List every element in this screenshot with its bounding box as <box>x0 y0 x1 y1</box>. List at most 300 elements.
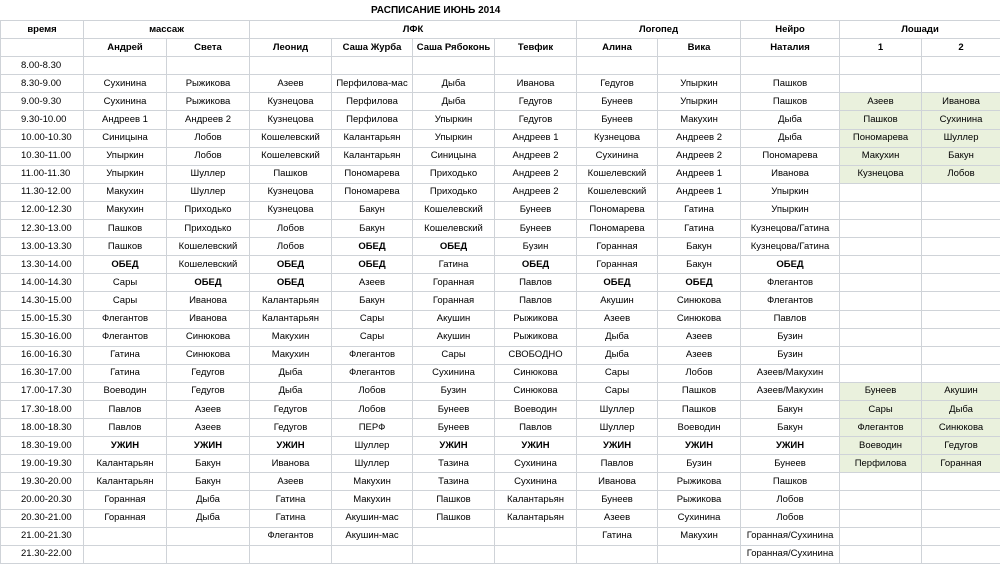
schedule-cell[interactable]: Сухинина <box>495 455 577 473</box>
schedule-cell[interactable]: Бакун <box>167 473 250 491</box>
schedule-cell[interactable]: Горанная/Сухинина <box>741 527 840 545</box>
schedule-cell[interactable]: Бунеев <box>495 220 577 238</box>
horse-cell[interactable] <box>840 57 922 75</box>
schedule-cell[interactable]: Павлов <box>741 310 840 328</box>
schedule-cell[interactable]: Гедугов <box>250 400 332 418</box>
schedule-cell[interactable]: Пашков <box>741 75 840 93</box>
schedule-cell[interactable]: Сухинина <box>413 364 495 382</box>
schedule-cell[interactable]: Бунеев <box>413 400 495 418</box>
schedule-cell[interactable]: Лобов <box>250 220 332 238</box>
horse-cell[interactable] <box>922 292 1000 310</box>
schedule-cell[interactable]: Сары <box>577 382 658 400</box>
horse-cell[interactable] <box>840 328 922 346</box>
schedule-cell[interactable]: Дыба <box>413 75 495 93</box>
schedule-cell[interactable] <box>84 57 167 75</box>
schedule-cell[interactable]: Пономарева <box>332 165 413 183</box>
schedule-cell[interactable]: Кузнецова <box>250 111 332 129</box>
schedule-cell[interactable]: Сары <box>332 328 413 346</box>
schedule-cell[interactable]: УЖИН <box>413 437 495 455</box>
schedule-cell[interactable]: Бунеев <box>495 201 577 219</box>
horse-cell[interactable]: Шуллер <box>922 129 1000 147</box>
schedule-cell[interactable]: Кузнецова <box>250 93 332 111</box>
schedule-cell[interactable] <box>84 527 167 545</box>
schedule-cell[interactable]: Акушин <box>413 328 495 346</box>
schedule-cell[interactable]: Горанная <box>413 274 495 292</box>
time-cell[interactable]: 20.30-21.00 <box>1 509 84 527</box>
schedule-cell[interactable]: Павлов <box>84 419 167 437</box>
horse-cell[interactable] <box>922 310 1000 328</box>
schedule-cell[interactable]: ПЕРФ <box>332 419 413 437</box>
schedule-cell[interactable]: Кузнецова/Гатина <box>741 220 840 238</box>
time-cell[interactable]: 9.00-9.30 <box>1 93 84 111</box>
schedule-cell[interactable]: Андреев 2 <box>658 129 741 147</box>
schedule-cell[interactable]: Павлов <box>577 455 658 473</box>
schedule-cell[interactable]: Бакун <box>167 455 250 473</box>
schedule-cell[interactable]: Гатина <box>658 220 741 238</box>
time-cell[interactable]: 8.30-9.00 <box>1 75 84 93</box>
horse-cell[interactable] <box>840 274 922 292</box>
schedule-cell[interactable]: Рыжикова <box>495 328 577 346</box>
horse-cell[interactable] <box>922 328 1000 346</box>
schedule-cell[interactable]: ОБЕД <box>413 238 495 256</box>
time-cell[interactable]: 14.00-14.30 <box>1 274 84 292</box>
schedule-cell[interactable]: Горанная <box>577 256 658 274</box>
schedule-cell[interactable]: Шуллер <box>332 455 413 473</box>
schedule-cell[interactable]: Флегантов <box>741 292 840 310</box>
schedule-cell[interactable]: Гедугов <box>250 419 332 437</box>
staff-header[interactable]: Леонид <box>250 39 332 57</box>
horse-cell[interactable]: Иванова <box>922 93 1000 111</box>
time-cell[interactable]: 9.30-10.00 <box>1 111 84 129</box>
schedule-cell[interactable] <box>167 545 250 563</box>
schedule-cell[interactable]: Бакун <box>332 201 413 219</box>
schedule-cell[interactable] <box>495 545 577 563</box>
schedule-cell[interactable]: Синюкова <box>658 310 741 328</box>
horse-cell[interactable] <box>840 292 922 310</box>
schedule-cell[interactable]: Калантарьян <box>495 509 577 527</box>
schedule-cell[interactable]: Бакун <box>332 220 413 238</box>
schedule-cell[interactable]: Калантарьян <box>84 455 167 473</box>
schedule-cell[interactable]: Сухинина <box>84 93 167 111</box>
schedule-cell[interactable]: ОБЕД <box>658 274 741 292</box>
schedule-cell[interactable]: Андреев 2 <box>495 183 577 201</box>
schedule-cell[interactable]: Бакун <box>332 292 413 310</box>
schedule-cell[interactable]: Иванова <box>495 75 577 93</box>
schedule-cell[interactable]: Гедугов <box>495 93 577 111</box>
schedule-cell[interactable]: Флегантов <box>250 527 332 545</box>
horse-cell[interactable] <box>840 75 922 93</box>
schedule-cell[interactable]: Кошелевский <box>167 238 250 256</box>
horse-cell[interactable] <box>840 238 922 256</box>
schedule-cell[interactable]: Гатина <box>577 527 658 545</box>
horse-cell[interactable] <box>840 220 922 238</box>
schedule-cell[interactable]: Горанная/Сухинина <box>741 545 840 563</box>
schedule-cell[interactable]: Гатина <box>658 201 741 219</box>
schedule-cell[interactable]: Азеев <box>250 473 332 491</box>
horse-cell[interactable] <box>840 183 922 201</box>
schedule-cell[interactable]: Сары <box>84 274 167 292</box>
horse-cell[interactable] <box>922 364 1000 382</box>
schedule-cell[interactable]: Кошелевский <box>413 201 495 219</box>
schedule-cell[interactable] <box>250 57 332 75</box>
time-cell[interactable]: 15.30-16.00 <box>1 328 84 346</box>
staff-header-empty[interactable] <box>1 39 84 57</box>
horse-cell[interactable]: Дыба <box>922 400 1000 418</box>
horse-cell[interactable] <box>840 310 922 328</box>
schedule-cell[interactable]: УЖИН <box>84 437 167 455</box>
horse-cell[interactable]: Лобов <box>922 165 1000 183</box>
schedule-cell[interactable]: ОБЕД <box>577 274 658 292</box>
schedule-cell[interactable]: Упыркин <box>84 147 167 165</box>
time-cell[interactable]: 11.30-12.00 <box>1 183 84 201</box>
schedule-cell[interactable]: Приходько <box>413 183 495 201</box>
schedule-cell[interactable]: Андреев 1 <box>658 165 741 183</box>
staff-header[interactable]: 1 <box>840 39 922 57</box>
horse-cell[interactable] <box>840 545 922 563</box>
schedule-cell[interactable]: Пономарева <box>577 201 658 219</box>
schedule-cell[interactable]: Воеводин <box>84 382 167 400</box>
staff-header[interactable]: 2 <box>922 39 1000 57</box>
horse-cell[interactable]: Пашков <box>840 111 922 129</box>
schedule-cell[interactable]: Бунеев <box>577 491 658 509</box>
schedule-cell[interactable]: Тазина <box>413 455 495 473</box>
schedule-cell[interactable]: Пашков <box>741 93 840 111</box>
schedule-cell[interactable]: Пашков <box>658 382 741 400</box>
staff-header[interactable]: Света <box>167 39 250 57</box>
schedule-cell[interactable]: Лобов <box>658 364 741 382</box>
schedule-cell[interactable]: Андреев 1 <box>495 129 577 147</box>
schedule-cell[interactable]: Синюкова <box>495 382 577 400</box>
schedule-cell[interactable]: Кошелевский <box>250 129 332 147</box>
schedule-cell[interactable]: Бакун <box>658 238 741 256</box>
schedule-cell[interactable]: Бузин <box>495 238 577 256</box>
schedule-cell[interactable] <box>250 545 332 563</box>
schedule-cell[interactable]: Пашков <box>741 473 840 491</box>
schedule-cell[interactable]: Сухинина <box>577 147 658 165</box>
schedule-cell[interactable]: Макухин <box>250 346 332 364</box>
horse-cell[interactable]: Сары <box>840 400 922 418</box>
schedule-cell[interactable]: Андреев 2 <box>167 111 250 129</box>
schedule-cell[interactable]: Гатина <box>84 346 167 364</box>
schedule-cell[interactable]: Горанная <box>84 491 167 509</box>
schedule-cell[interactable]: Лобов <box>250 238 332 256</box>
schedule-cell[interactable]: Азеев <box>250 75 332 93</box>
horse-cell[interactable]: Воеводин <box>840 437 922 455</box>
schedule-cell[interactable] <box>332 57 413 75</box>
schedule-cell[interactable]: Макухин <box>84 201 167 219</box>
schedule-cell[interactable]: Акушин <box>577 292 658 310</box>
schedule-cell[interactable]: Макухин <box>658 111 741 129</box>
schedule-cell[interactable]: Азеев <box>658 346 741 364</box>
staff-header[interactable]: Вика <box>658 39 741 57</box>
time-cell[interactable]: 20.00-20.30 <box>1 491 84 509</box>
time-cell[interactable]: 18.30-19.00 <box>1 437 84 455</box>
schedule-cell[interactable]: Дыба <box>741 129 840 147</box>
schedule-cell[interactable]: ОБЕД <box>250 274 332 292</box>
group-logoped[interactable]: Логопед <box>577 21 741 39</box>
staff-header[interactable]: Андрей <box>84 39 167 57</box>
schedule-cell[interactable]: Макухин <box>250 328 332 346</box>
horse-cell[interactable]: Пономарева <box>840 129 922 147</box>
schedule-cell[interactable]: Кошелевский <box>577 183 658 201</box>
schedule-cell[interactable]: Лобов <box>741 491 840 509</box>
horse-cell[interactable] <box>840 509 922 527</box>
time-cell[interactable]: 14.30-15.00 <box>1 292 84 310</box>
schedule-cell[interactable]: Пашков <box>658 400 741 418</box>
schedule-cell[interactable]: Азеев/Макухин <box>741 364 840 382</box>
schedule-cell[interactable]: Акушин-мас <box>332 509 413 527</box>
group-neuro[interactable]: Нейро <box>741 21 840 39</box>
schedule-cell[interactable]: Макухин <box>332 473 413 491</box>
schedule-cell[interactable]: Синюкова <box>167 328 250 346</box>
horse-cell[interactable] <box>922 473 1000 491</box>
schedule-cell[interactable]: Лобов <box>332 400 413 418</box>
group-massage[interactable]: массаж <box>84 21 250 39</box>
horse-cell[interactable] <box>840 201 922 219</box>
schedule-cell[interactable]: Воеводин <box>658 419 741 437</box>
horse-cell[interactable] <box>840 364 922 382</box>
schedule-cell[interactable]: Павлов <box>495 419 577 437</box>
schedule-cell[interactable] <box>167 57 250 75</box>
schedule-cell[interactable]: Иванова <box>250 455 332 473</box>
schedule-cell[interactable]: ОБЕД <box>84 256 167 274</box>
schedule-cell[interactable]: Макухин <box>658 527 741 545</box>
schedule-cell[interactable] <box>84 545 167 563</box>
schedule-cell[interactable]: Гедугов <box>167 382 250 400</box>
schedule-cell[interactable]: Дыба <box>167 491 250 509</box>
horse-cell[interactable]: Макухин <box>840 147 922 165</box>
time-cell[interactable]: 17.30-18.00 <box>1 400 84 418</box>
schedule-cell[interactable]: Перфилова <box>332 111 413 129</box>
schedule-cell[interactable]: Лобов <box>741 509 840 527</box>
horse-cell[interactable]: Акушин <box>922 382 1000 400</box>
schedule-cell[interactable]: Бакун <box>741 400 840 418</box>
schedule-cell[interactable] <box>413 57 495 75</box>
schedule-cell[interactable]: Горанная <box>84 509 167 527</box>
schedule-cell[interactable]: Гедугов <box>167 364 250 382</box>
schedule-cell[interactable]: Акушин <box>413 310 495 328</box>
schedule-cell[interactable]: Упыркин <box>413 111 495 129</box>
horse-cell[interactable] <box>922 491 1000 509</box>
schedule-cell[interactable]: Азеев <box>577 310 658 328</box>
horse-cell[interactable] <box>922 527 1000 545</box>
horse-cell[interactable] <box>840 473 922 491</box>
schedule-cell[interactable]: СВОБОДНО <box>495 346 577 364</box>
schedule-cell[interactable]: Бунеев <box>577 111 658 129</box>
schedule-cell[interactable]: ОБЕД <box>741 256 840 274</box>
horse-cell[interactable] <box>922 75 1000 93</box>
schedule-cell[interactable] <box>332 545 413 563</box>
horse-cell[interactable]: Синюкова <box>922 419 1000 437</box>
schedule-cell[interactable] <box>167 527 250 545</box>
schedule-cell[interactable]: Дыба <box>250 364 332 382</box>
schedule-cell[interactable]: Андреев 2 <box>495 165 577 183</box>
schedule-cell[interactable]: Дыба <box>577 328 658 346</box>
schedule-cell[interactable]: Сухинина <box>495 473 577 491</box>
schedule-cell[interactable]: Пашков <box>84 238 167 256</box>
schedule-cell[interactable]: Павлов <box>495 274 577 292</box>
schedule-cell[interactable]: Дыба <box>250 382 332 400</box>
time-cell[interactable]: 21.30-22.00 <box>1 545 84 563</box>
schedule-cell[interactable] <box>741 57 840 75</box>
schedule-cell[interactable]: Пашков <box>413 509 495 527</box>
schedule-cell[interactable]: Азеев <box>167 400 250 418</box>
group-time[interactable]: время <box>1 21 84 39</box>
schedule-cell[interactable]: Гедугов <box>577 75 658 93</box>
schedule-cell[interactable]: ОБЕД <box>332 238 413 256</box>
schedule-cell[interactable]: Сухинина <box>658 509 741 527</box>
schedule-cell[interactable]: Андреев 2 <box>495 147 577 165</box>
time-cell[interactable]: 12.30-13.00 <box>1 220 84 238</box>
schedule-cell[interactable]: Сары <box>332 310 413 328</box>
staff-header[interactable]: Саша Журба <box>332 39 413 57</box>
schedule-cell[interactable]: Горанная <box>577 238 658 256</box>
schedule-cell[interactable] <box>577 545 658 563</box>
schedule-cell[interactable]: Флегантов <box>741 274 840 292</box>
horse-cell[interactable] <box>840 256 922 274</box>
horse-cell[interactable] <box>922 256 1000 274</box>
horse-cell[interactable] <box>840 491 922 509</box>
schedule-cell[interactable] <box>495 57 577 75</box>
schedule-cell[interactable]: Кошелевский <box>577 165 658 183</box>
schedule-cell[interactable]: Андреев 2 <box>658 147 741 165</box>
horse-cell[interactable]: Бакун <box>922 147 1000 165</box>
schedule-cell[interactable]: Дыба <box>413 93 495 111</box>
schedule-cell[interactable]: Упыркин <box>658 75 741 93</box>
schedule-cell[interactable]: Макухин <box>84 183 167 201</box>
time-cell[interactable]: 18.00-18.30 <box>1 419 84 437</box>
schedule-cell[interactable]: Азеев <box>332 274 413 292</box>
schedule-cell[interactable]: Перфилова <box>332 93 413 111</box>
schedule-cell[interactable]: Кошелевский <box>167 256 250 274</box>
time-cell[interactable]: 16.00-16.30 <box>1 346 84 364</box>
schedule-cell[interactable]: Приходько <box>413 165 495 183</box>
horse-cell[interactable] <box>922 220 1000 238</box>
group-lfk[interactable]: ЛФК <box>250 21 577 39</box>
horse-cell[interactable] <box>922 346 1000 364</box>
schedule-cell[interactable]: Флегантов <box>332 364 413 382</box>
schedule-cell[interactable] <box>413 527 495 545</box>
schedule-cell[interactable]: Лобов <box>167 147 250 165</box>
horse-cell[interactable]: Бунеев <box>840 382 922 400</box>
schedule-cell[interactable]: Акушин-мас <box>332 527 413 545</box>
horse-cell[interactable]: Сухинина <box>922 111 1000 129</box>
schedule-cell[interactable]: Флегантов <box>332 346 413 364</box>
schedule-cell[interactable]: Бакун <box>741 419 840 437</box>
horse-cell[interactable]: Флегантов <box>840 419 922 437</box>
horse-cell[interactable]: Азеев <box>840 93 922 111</box>
schedule-cell[interactable]: Азеев <box>658 328 741 346</box>
schedule-cell[interactable]: Рыжикова <box>658 473 741 491</box>
schedule-cell[interactable]: Дыба <box>577 346 658 364</box>
schedule-cell[interactable]: Андреев 1 <box>658 183 741 201</box>
horse-cell[interactable] <box>922 509 1000 527</box>
schedule-cell[interactable]: Бузин <box>741 328 840 346</box>
horse-cell[interactable]: Гедугов <box>922 437 1000 455</box>
schedule-cell[interactable]: Калантарьян <box>250 292 332 310</box>
schedule-cell[interactable]: Иванова <box>167 310 250 328</box>
schedule-cell[interactable]: Азеев/Макухин <box>741 382 840 400</box>
schedule-cell[interactable]: Сары <box>413 346 495 364</box>
horse-cell[interactable] <box>922 274 1000 292</box>
schedule-cell[interactable]: Рыжикова <box>495 310 577 328</box>
schedule-cell[interactable]: Шуллер <box>167 165 250 183</box>
schedule-cell[interactable]: Рыжикова <box>658 491 741 509</box>
schedule-cell[interactable]: Пономарева <box>577 220 658 238</box>
schedule-cell[interactable]: Азеев <box>167 419 250 437</box>
schedule-cell[interactable]: УЖИН <box>250 437 332 455</box>
schedule-cell[interactable]: Воеводин <box>495 400 577 418</box>
schedule-cell[interactable]: Дыба <box>741 111 840 129</box>
schedule-cell[interactable]: Гатина <box>413 256 495 274</box>
schedule-cell[interactable]: Пашков <box>250 165 332 183</box>
schedule-cell[interactable]: УЖИН <box>495 437 577 455</box>
schedule-cell[interactable]: Упыркин <box>741 201 840 219</box>
schedule-cell[interactable]: Бунеев <box>741 455 840 473</box>
schedule-cell[interactable]: УЖИН <box>741 437 840 455</box>
schedule-cell[interactable]: Шуллер <box>332 437 413 455</box>
schedule-cell[interactable]: Упыркин <box>658 93 741 111</box>
time-cell[interactable]: 19.30-20.00 <box>1 473 84 491</box>
horse-cell[interactable] <box>922 183 1000 201</box>
time-cell[interactable]: 19.00-19.30 <box>1 455 84 473</box>
schedule-cell[interactable]: Гатина <box>250 491 332 509</box>
schedule-cell[interactable]: Синюкова <box>495 364 577 382</box>
schedule-cell[interactable]: Лобов <box>332 382 413 400</box>
schedule-cell[interactable]: Пашков <box>84 220 167 238</box>
schedule-cell[interactable]: Сары <box>84 292 167 310</box>
schedule-cell[interactable]: Калантарьян <box>332 147 413 165</box>
schedule-cell[interactable]: Иванова <box>167 292 250 310</box>
schedule-cell[interactable]: Кошелевский <box>413 220 495 238</box>
horse-cell[interactable]: Перфилова <box>840 455 922 473</box>
schedule-cell[interactable]: Калантарьян <box>495 491 577 509</box>
schedule-cell[interactable]: Бакун <box>658 256 741 274</box>
schedule-cell[interactable]: Павлов <box>84 400 167 418</box>
schedule-cell[interactable]: Кузнецова/Гатина <box>741 238 840 256</box>
horse-cell[interactable]: Горанная <box>922 455 1000 473</box>
schedule-cell[interactable]: Пономарева <box>741 147 840 165</box>
horse-cell[interactable] <box>840 527 922 545</box>
schedule-cell[interactable]: Шуллер <box>167 183 250 201</box>
schedule-cell[interactable]: Синюкова <box>167 346 250 364</box>
schedule-cell[interactable]: Горанная <box>413 292 495 310</box>
schedule-cell[interactable]: ОБЕД <box>332 256 413 274</box>
schedule-cell[interactable]: Шуллер <box>577 400 658 418</box>
schedule-cell[interactable]: ОБЕД <box>495 256 577 274</box>
schedule-cell[interactable]: Бузин <box>658 455 741 473</box>
schedule-cell[interactable]: Андреев 1 <box>84 111 167 129</box>
schedule-cell[interactable]: Приходько <box>167 220 250 238</box>
time-cell[interactable]: 10.30-11.00 <box>1 147 84 165</box>
schedule-cell[interactable]: Гатина <box>84 364 167 382</box>
schedule-cell[interactable]: Сухинина <box>84 75 167 93</box>
schedule-cell[interactable]: УЖИН <box>577 437 658 455</box>
schedule-cell[interactable]: Сары <box>577 364 658 382</box>
schedule-cell[interactable]: Макухин <box>332 491 413 509</box>
schedule-cell[interactable]: УЖИН <box>658 437 741 455</box>
horse-cell[interactable] <box>922 545 1000 563</box>
staff-header[interactable]: Алина <box>577 39 658 57</box>
schedule-cell[interactable]: Приходько <box>167 201 250 219</box>
horse-cell[interactable] <box>840 346 922 364</box>
schedule-cell[interactable] <box>577 57 658 75</box>
schedule-cell[interactable]: Синицына <box>413 147 495 165</box>
schedule-cell[interactable]: Азеев <box>577 509 658 527</box>
schedule-cell[interactable]: Перфилова-мас <box>332 75 413 93</box>
schedule-cell[interactable]: Рыжикова <box>167 93 250 111</box>
time-cell[interactable]: 21.00-21.30 <box>1 527 84 545</box>
